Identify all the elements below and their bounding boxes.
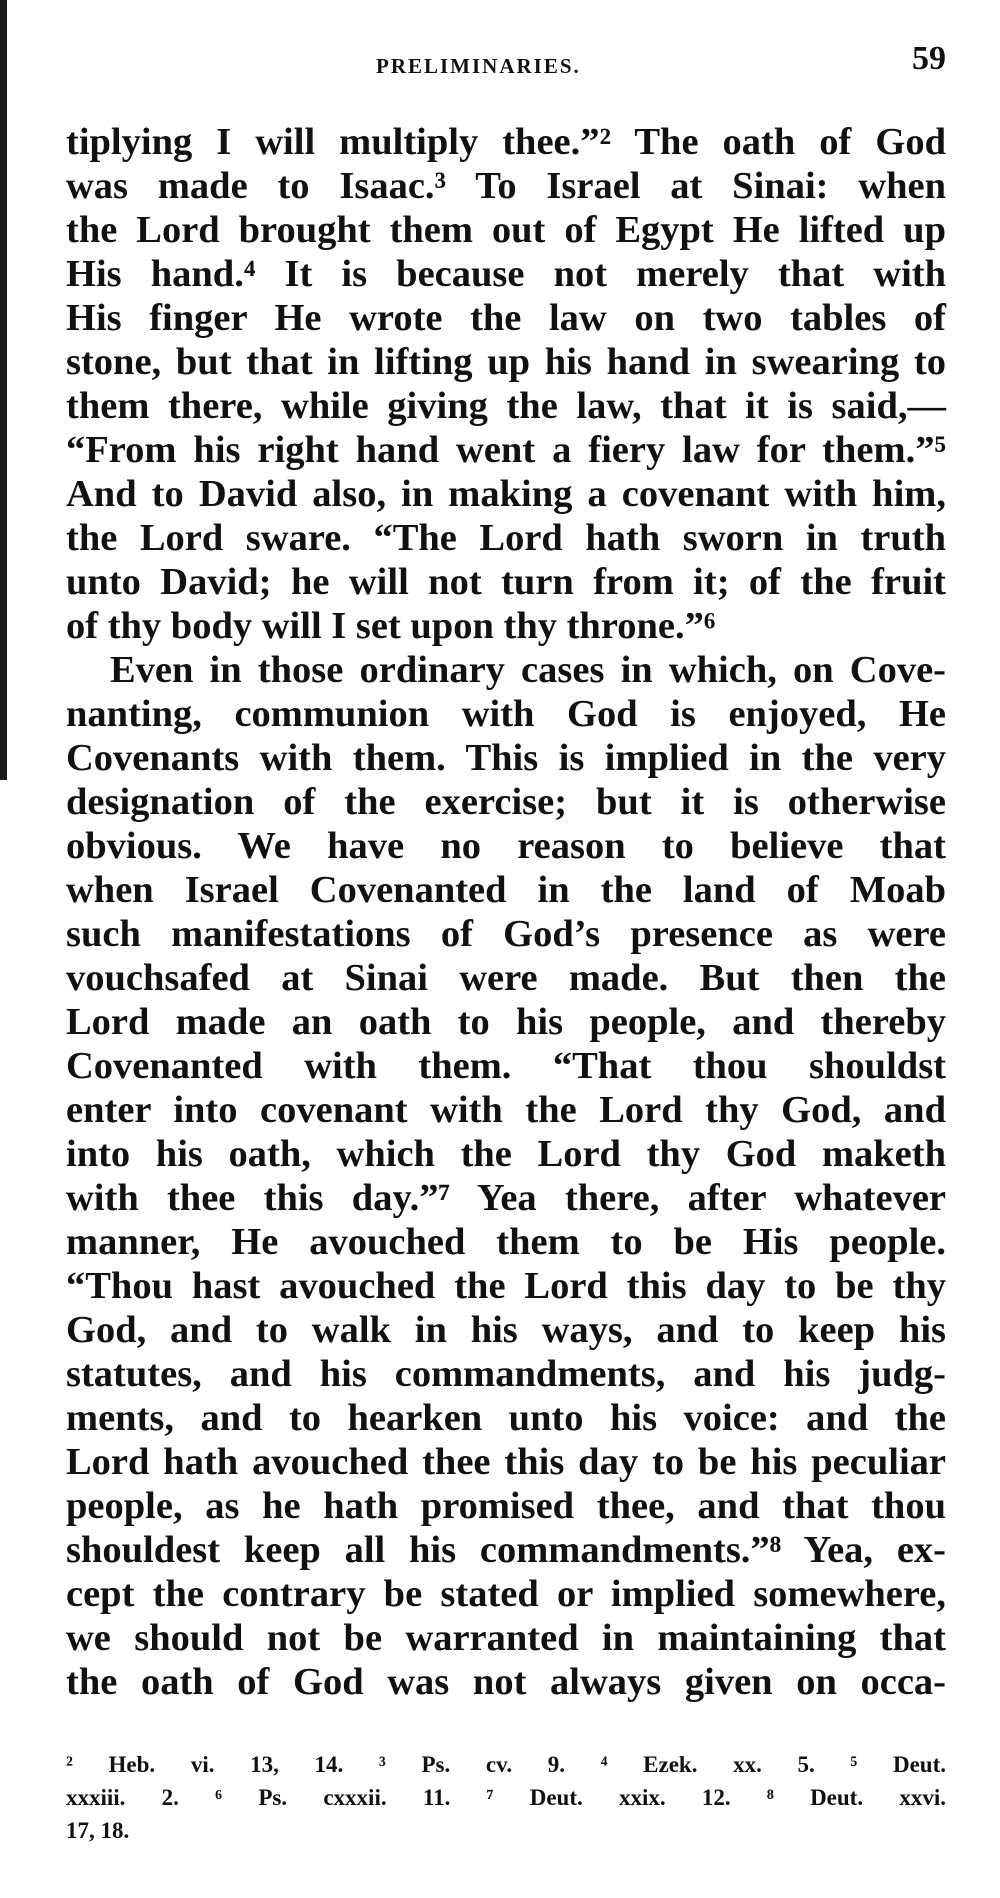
text-line: His hand.⁴ It is because not merely that with xyxy=(66,253,946,295)
text-line: obvious. We have no reason to believe that xyxy=(66,825,946,867)
text-line: such manifestations of God’s presence as were xyxy=(66,913,946,955)
text-line: we should not be warranted in maintaining that xyxy=(66,1617,946,1659)
text-line: tiplying I will multiply thee.”² The oath of God xyxy=(66,121,946,163)
text-line: vouchsafed at Sinai were made. But then the xyxy=(66,957,946,999)
text-line: when Israel Covenanted in the land of Moab xyxy=(66,869,946,911)
text-line: “Thou hast avouched the Lord this day to be thy xyxy=(66,1265,946,1307)
text-line: Covenanted with them. “That thou shouldst xyxy=(66,1045,946,1087)
text-line: ments, and to hearken unto his voice: and the xyxy=(66,1397,946,1439)
text-line: Lord made an oath to his people, and thereby xyxy=(66,1001,946,1043)
text-line: And to David also, in making a covenant with him, xyxy=(66,473,946,515)
text-line: Even in those ordinary cases in which, on Cove- xyxy=(110,649,946,691)
text-line: of thy body will I set upon thy throne.”⁶ xyxy=(66,605,716,647)
text-line: people, as he hath promised thee, and that thou xyxy=(66,1485,946,1527)
text-line: God, and to walk in his ways, and to keep his xyxy=(66,1309,946,1351)
text-line: them there, while giving the law, that it is said,— xyxy=(66,385,946,427)
footnote-line: ² Heb. vi. 13, 14. ³ Ps. cv. 9. ⁴ Ezek. xx. 5. ⁵ Deut. xyxy=(66,1752,946,1777)
text-line: enter into covenant with the Lord thy God, and xyxy=(66,1089,946,1131)
text-line: cept the contrary be stated or implied somewhere, xyxy=(66,1573,946,1615)
text-line: with thee this day.”⁷ Yea there, after whatever xyxy=(66,1177,946,1219)
text-line: His finger He wrote the law on two tables of xyxy=(66,297,946,339)
text-line: the Lord sware. “The Lord hath sworn in truth xyxy=(66,517,946,559)
footnotes xyxy=(66,1748,946,1847)
page-header xyxy=(66,40,946,90)
text-line: stone, but that in lifting up his hand in swearing to xyxy=(66,341,946,383)
text-line: statutes, and his commandments, and his judg- xyxy=(66,1353,946,1395)
running-head: PRELIMINARIES. xyxy=(376,54,581,78)
text-line: shouldest keep all his commandments.”⁸ Yea, ex- xyxy=(66,1529,946,1571)
text-line: designation of the exercise; but it is otherwise xyxy=(66,781,946,823)
text-line: the Lord brought them out of Egypt He lifted up xyxy=(66,209,946,251)
page-edge-shadow xyxy=(0,0,7,780)
body-text xyxy=(66,120,946,1704)
text-line: Covenants with them. This is implied in the very xyxy=(66,737,946,779)
text-line: was made to Isaac.³ To Israel at Sinai: when xyxy=(66,165,946,207)
page-number: 59 xyxy=(912,40,946,77)
text-line: unto David; he will not turn from it; of the fruit xyxy=(66,561,946,603)
text-line: the oath of God was not always given on occa- xyxy=(66,1661,946,1703)
text-line: “From his right hand went a fiery law for them.”⁵ xyxy=(66,429,946,471)
text-line: manner, He avouched them to be His people. xyxy=(66,1221,946,1263)
text-line: into his oath, which the Lord thy God maketh xyxy=(66,1133,946,1175)
footnote-line: xxxiii. 2. ⁶ Ps. cxxxii. 11. ⁷ Deut. xxix. 12. ⁸ Deut. xxvi. xyxy=(66,1785,946,1810)
text-line: Lord hath avouched thee this day to be his peculiar xyxy=(66,1441,946,1483)
footnote-line: 17, 18. xyxy=(66,1818,130,1843)
text-line: nanting, communion with God is enjoyed, He xyxy=(66,693,946,735)
